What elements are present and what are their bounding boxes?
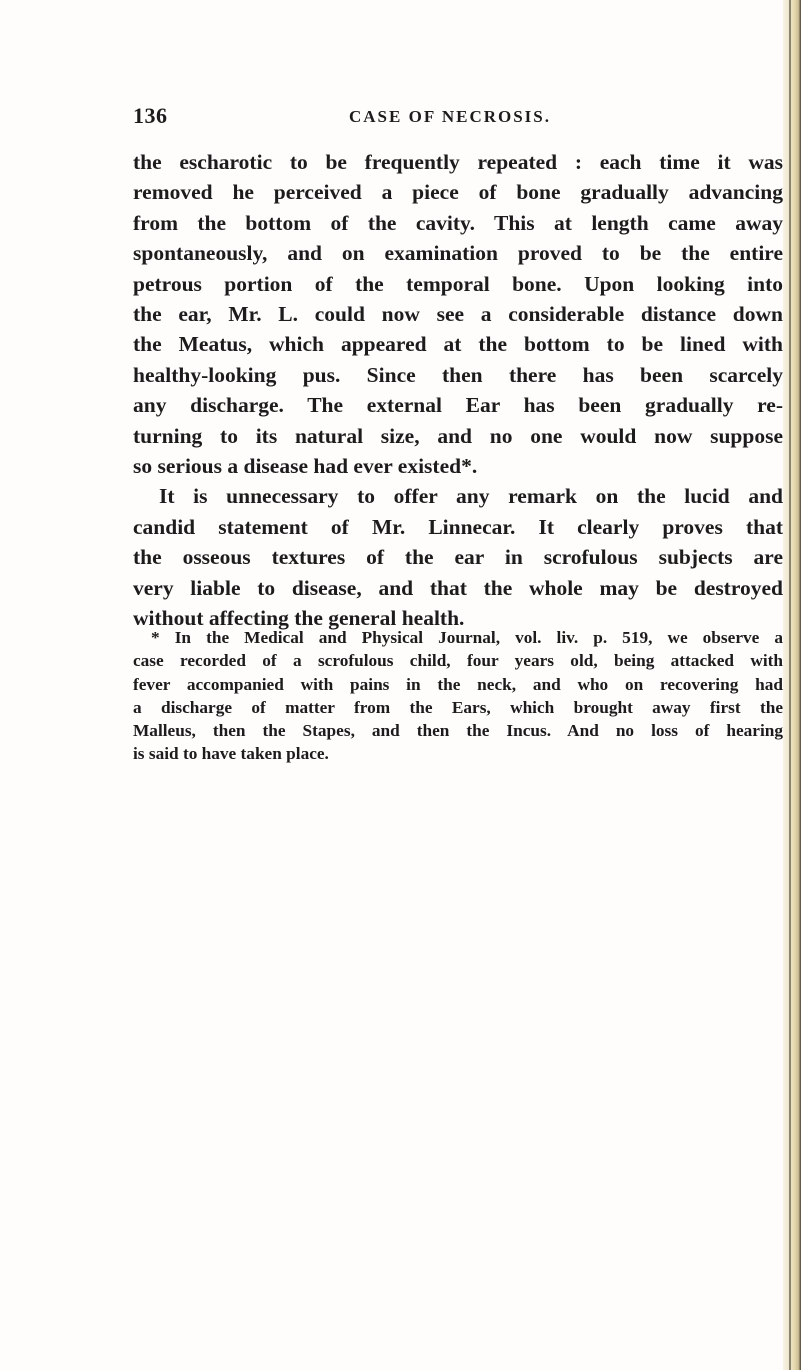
footnote-line: fever accompanied with pains in the neck, and who on recovering had [133,674,783,694]
footnote-line: case recorded of a scrofulous child, four years old, being attacked with [133,651,783,671]
body-text [133,147,783,634]
body-line: the escharotic to be frequently repeated : each time it was [133,150,783,174]
page-binding-shadow [789,0,791,1370]
body-line: from the bottom of the cavity. This at length came away [133,210,783,235]
body-line: without affecting the general health. [133,606,465,631]
body-line: the Meatus, which appeared at the bottom to be lined with [133,332,783,357]
page-number: 136 [133,103,168,128]
body-line: the ear, Mr. L. could now see a considerable distance down [133,302,783,327]
body-line: so serious a disease had ever existed*. [133,454,478,479]
body-line: petrous portion of the temporal bone. Upon looking into [133,271,783,296]
body-line: spontaneously, and on examination proved to be the entire [133,241,783,266]
body-line: removed he perceived a piece of bone gradually advancing [133,180,783,205]
page-binding-edge [783,0,801,1370]
body-line: the osseous textures of the ear in scrofulous subjects are [133,545,783,570]
running-head: CASE OF NECROSIS. [349,107,551,126]
body-line: healthy-looking pus. Since then there has been scarcely [133,362,783,387]
body-line: turning to its natural size, and no one would now suppose [133,423,783,448]
footnote [133,626,783,766]
body-line: candid statement of Mr. Linnecar. It clearly proves that [133,514,783,539]
body-line: any discharge. The external Ear has been gradually re- [133,393,783,418]
footnote-line: a discharge of matter from the Ears, which brought away first the [133,697,783,717]
page-header [133,103,553,133]
footnote-line: is said to have taken place. [133,744,329,764]
footnote-line: * In the Medical and Physical Journal, vol. liv. p. 519, we observe a [151,628,783,647]
footnote-line: Malleus, then the Stapes, and then the Incus. And no loss of hearing [133,721,783,741]
body-line: very liable to disease, and that the whole may be destroyed [133,575,783,600]
body-line: It is unnecessary to offer any remark on the lucid and [159,484,783,509]
